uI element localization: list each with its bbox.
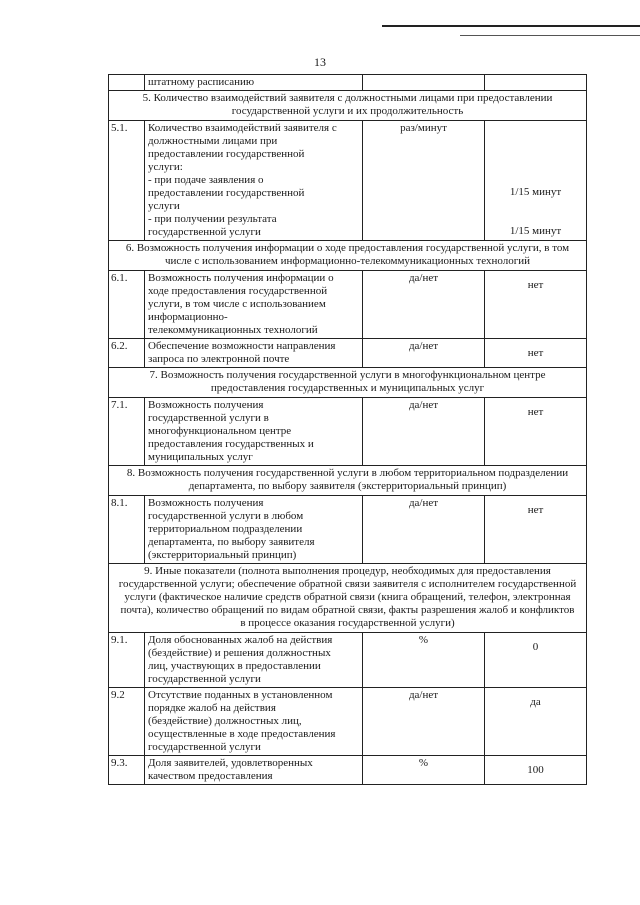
- indicator-line: должностными лицами при: [148, 135, 278, 147]
- cell-indicator: [145, 271, 363, 339]
- indicator-line: - при получении результата: [148, 213, 277, 225]
- cell-unit: %: [363, 756, 485, 785]
- cell-unit: %: [363, 633, 485, 688]
- indicator-line: Обеспечение возможности направления: [148, 340, 336, 352]
- table-row: [109, 121, 587, 241]
- table-row: [109, 339, 587, 368]
- indicator-line: (бездействие) должностных лиц,: [148, 715, 302, 727]
- section-row: [109, 241, 587, 271]
- cell-indicator: [145, 398, 363, 466]
- indicator-line: Возможность получения: [148, 399, 264, 411]
- cell-value: нет: [485, 339, 587, 368]
- indicator-line: предоставлении государственной: [148, 187, 305, 199]
- indicators-table: [108, 74, 587, 785]
- cell-unit: да/нет: [363, 688, 485, 756]
- indicator-line: государственной услуги: [148, 226, 261, 238]
- indicator-line: департамента, по выбору заявителя: [148, 536, 315, 548]
- table-row: [109, 271, 587, 339]
- indicator-line: услуги:: [148, 161, 183, 173]
- indicator-line: государственной услуги в: [148, 412, 269, 424]
- cell-num: [109, 75, 145, 91]
- section-row: [109, 91, 587, 121]
- cell-unit: [363, 75, 485, 91]
- section-heading: 9. Иные показатели (полнота выполнения процедур, необходимых для предоставления государственной услуги; обеспечение обратной связи заявителя с исполнителем государственной услуги (фактическое наличие средств обратной связи (книга обращений, телефон, электронная почта), количество обращений по видам обратной связи, факты разрешения жалоб и конфликтов в процессе оказания государственной услуги): [109, 564, 587, 633]
- cell-value: нет: [485, 271, 587, 339]
- indicator-line: предоставления государственных и: [148, 438, 314, 450]
- indicator-line: ходе предоставления государственной: [148, 285, 328, 297]
- header-rule-secondary: [460, 35, 640, 36]
- indicators-table-body: [109, 75, 587, 785]
- section-heading: 7. Возможность получения государственной услуги в многофункциональном центре предоставления государственных и муниципальных услуг: [109, 368, 587, 398]
- page-number: 13: [314, 55, 326, 69]
- section-row: [109, 466, 587, 496]
- value-line: 1/15 минут: [509, 225, 562, 237]
- table-row: [109, 688, 587, 756]
- indicator-line: телекоммуникационных технологий: [148, 324, 318, 336]
- section-heading: 6. Возможность получения информации о ходе предоставления государственной услуги, в том числе с использованием информационно-телекоммуникационных технологий: [109, 241, 587, 271]
- indicator-line: Доля обоснованных жалоб на действия: [148, 634, 333, 646]
- table-row: [109, 756, 587, 785]
- table-row: [109, 75, 587, 91]
- table-row: [109, 398, 587, 466]
- cell-indicator: [145, 756, 363, 785]
- indicator-line: Отсутствие поданных в установленном: [148, 689, 333, 701]
- cell-num: 6.1.: [109, 271, 145, 339]
- indicator-line: запроса по электронной почте: [148, 353, 290, 365]
- cell-indicator: штатному расписанию: [145, 75, 363, 91]
- cell-value: нет: [485, 398, 587, 466]
- indicator-line: услуги, в том числе с использованием: [148, 298, 326, 310]
- section-row: [109, 368, 587, 398]
- cell-num: 6.2.: [109, 339, 145, 368]
- cell-num: 9.3.: [109, 756, 145, 785]
- cell-value: [485, 121, 587, 241]
- indicator-line: муниципальных услуг: [148, 451, 253, 463]
- cell-num: 9.1.: [109, 633, 145, 688]
- cell-unit: да/нет: [363, 496, 485, 564]
- indicator-line: информационно-: [148, 311, 228, 323]
- cell-unit: да/нет: [363, 271, 485, 339]
- header-rule: [382, 25, 640, 27]
- cell-unit: да/нет: [363, 398, 485, 466]
- table-row: [109, 496, 587, 564]
- table-row: [109, 633, 587, 688]
- indicator-line: Возможность получения информации о: [148, 272, 334, 284]
- indicator-line: услуги: [148, 200, 180, 212]
- section-heading: 8. Возможность получения государственной услуги в любом территориальном подразделении департамента, по выбору заявителя (экстерриториальный принцип): [109, 466, 587, 496]
- indicator-line: территориальном подразделении: [148, 523, 303, 535]
- cell-unit: раз/минут: [363, 121, 485, 241]
- cell-value: 0: [485, 633, 587, 688]
- indicator-line: порядке жалоб на действия: [148, 702, 276, 714]
- cell-value: да: [485, 688, 587, 756]
- indicator-line: - при подаче заявления о: [148, 174, 264, 186]
- cell-value: нет: [485, 496, 587, 564]
- cell-indicator: [145, 633, 363, 688]
- cell-indicator: [145, 121, 363, 241]
- cell-indicator: [145, 339, 363, 368]
- indicator-line: многофункциональном центре: [148, 425, 292, 437]
- indicator-line: (бездействие) и решения должностных: [148, 647, 331, 659]
- cell-num: 9.2: [109, 688, 145, 756]
- cell-num: 5.1.: [109, 121, 145, 241]
- indicator-line: (экстерриториальный принцип): [148, 549, 297, 561]
- cell-indicator: [145, 688, 363, 756]
- indicator-line: государственной услуги в любом: [148, 510, 304, 522]
- indicator-line: Доля заявителей, удовлетворенных: [148, 757, 313, 769]
- indicator-line: Возможность получения: [148, 497, 264, 509]
- value-line: 1/15 минут: [509, 186, 562, 198]
- cell-indicator: [145, 496, 363, 564]
- cell-value: 100: [485, 756, 587, 785]
- indicator-line: государственной услуги: [148, 673, 261, 685]
- indicator-line: предоставлении государственной: [148, 148, 305, 160]
- indicator-line: лиц, участвующих в предоставлении: [148, 660, 321, 672]
- cell-num: 7.1.: [109, 398, 145, 466]
- indicator-line: качеством предоставления: [148, 770, 273, 782]
- indicator-line: Количество взаимодействий заявителя с: [148, 122, 337, 134]
- indicator-line: осуществленные в ходе предоставления: [148, 728, 336, 740]
- cell-unit: да/нет: [363, 339, 485, 368]
- section-row: [109, 564, 587, 633]
- indicator-line: государственной услуги: [148, 741, 261, 753]
- cell-value: [485, 75, 587, 91]
- cell-num: 8.1.: [109, 496, 145, 564]
- section-heading: 5. Количество взаимодействий заявителя с должностными лицами при предоставлении государственной услуги и их продолжительность: [109, 91, 587, 121]
